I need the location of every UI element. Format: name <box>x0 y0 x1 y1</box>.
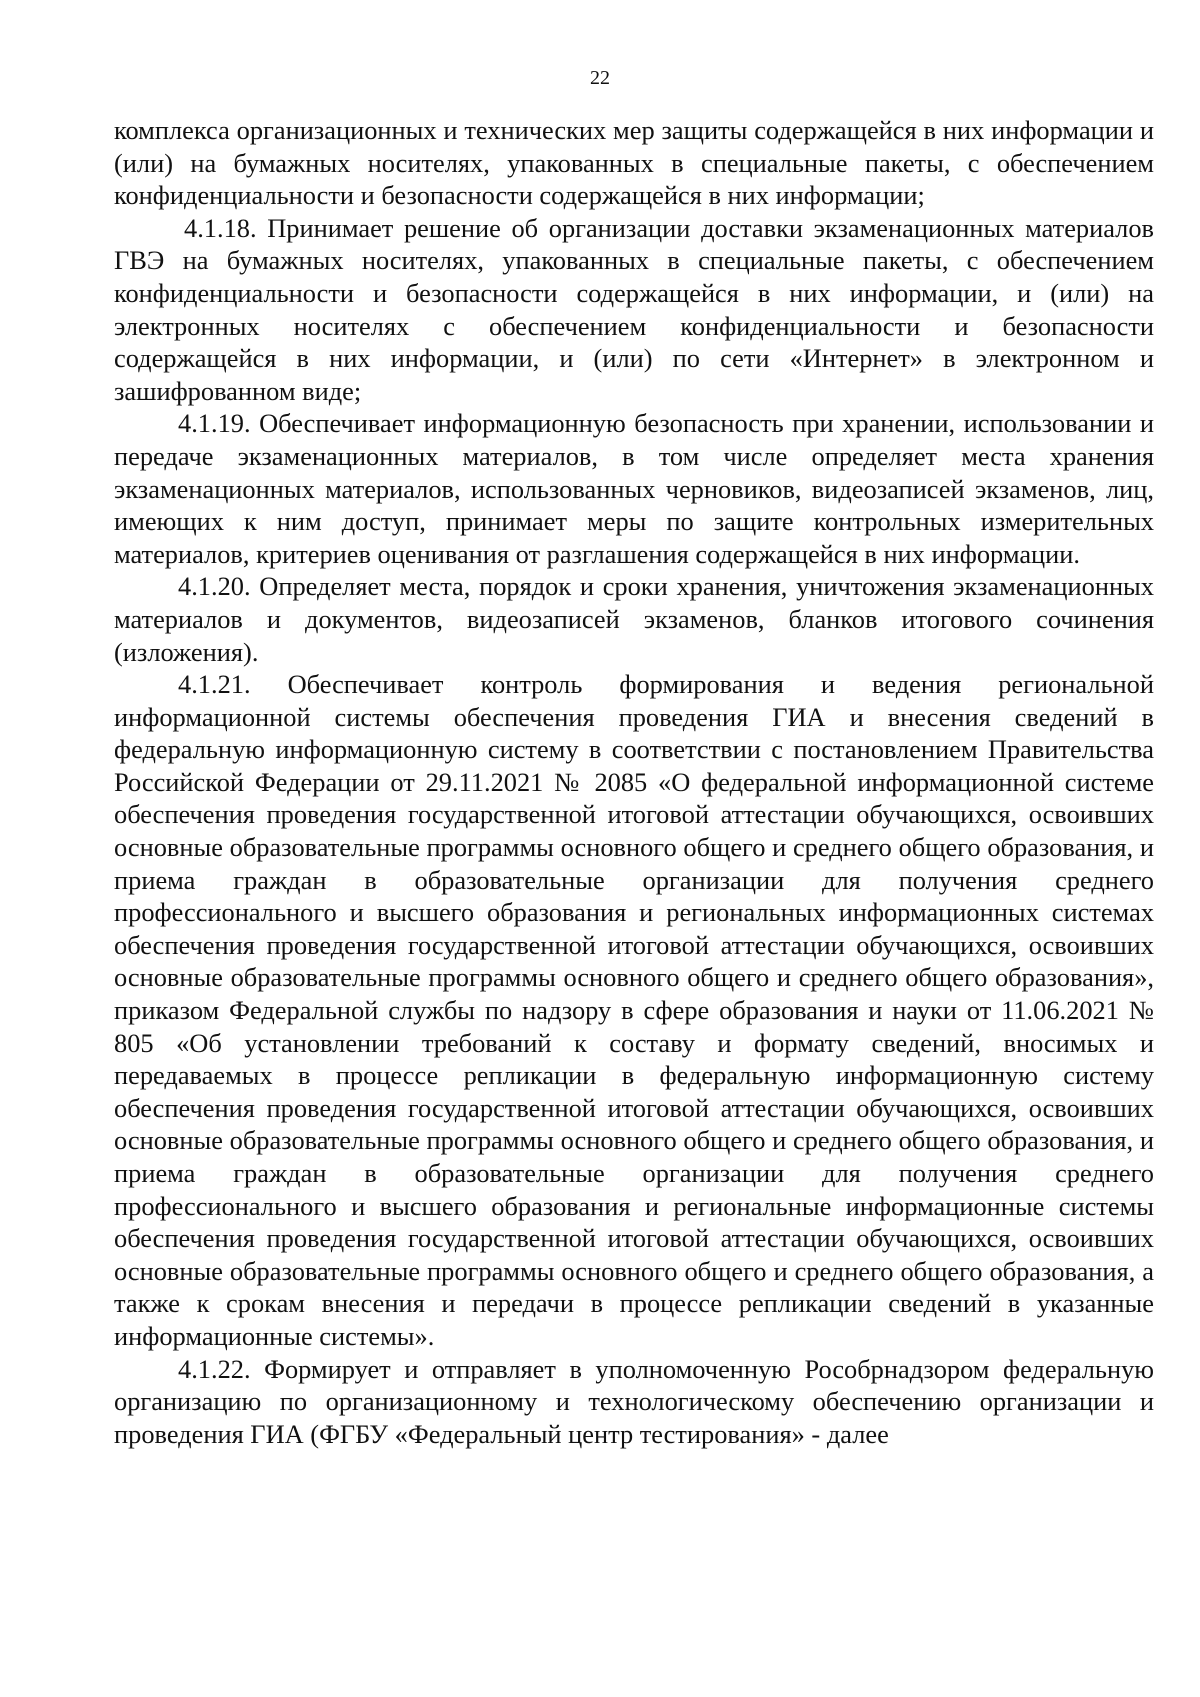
paragraph-4-1-22: 4.1.22. Формирует и отправляет в уполномоченную Рособрнадзором федеральную организацию по организационному и технологическому обеспечению организации и проведения ГИА (ФГБУ «Федеральный центр тестирования» - далее <box>114 1353 1154 1449</box>
page-number: 22 <box>590 67 610 89</box>
paragraph-4-1-20: 4.1.20. Определяет места, порядок и сроки хранения, уничтожения экзаменационных материалов и документов, видеозаписей экзаменов, бланков итогового сочинения (изложения). <box>114 571 1154 667</box>
paragraph-4-1-19: 4.1.19. Обеспечивает информационную безопасность при хранении, использовании и передаче экзаменационных материалов, в том числе определяет места хранения экзаменационных материалов, использованных черновиков, видеозаписей экзаменов, лиц, имеющих к ним доступ, принимает меры по защите контрольных измерительных материалов, критериев оценивания от разглашения содержащейся в них информации. <box>114 408 1154 569</box>
paragraph-continuation: комплекса организационных и технических мер защиты содержащейся в них информации и (или) на бумажных носителях, упакованных в специальные пакеты, с обеспечением конфиденциальности и безопасности содержащейся в них информации; <box>114 115 1154 211</box>
paragraph-4-1-21: 4.1.21. Обеспечивает контроль формирования и ведения региональной информационной системы обеспечения проведения ГИА и внесения сведений в федеральную информационную систему в соответствии с постановлением Правительства Российской Федерации от 29.11.2021 № 2085 «О федеральной информационной системе обеспечения проведения государственной итоговой аттестации обучающихся, освоивших основные образовательные программы основного общего и среднего общего образования, и приема граждан в образовательные организации для получения среднего профессионального и высшего образования и региональных информационных системах обеспечения проведения государственной итоговой аттестации обучающихся, освоивших основные образовательные программы основного общего и среднего общего образования», приказом Федеральной службы по надзору в сфере образования и науки от 11.06.2021 № 805 «Об установлении требований к составу и формату сведений, вносимых и передаваемых в процессе репликации в федеральную информационную систему обеспечения проведения государственной итоговой аттестации обучающихся, освоивших основные образовательные программы основного общего и среднего общего образования, и приема граждан в образовательные организации для получения среднего профессионального и высшего образования и региональные информационные системы обеспечения проведения государственной итоговой аттестации обучающихся, освоивших основные образовательные программы основного общего и среднего общего образования, а также к срокам внесения и передачи в процессе репликации сведений в указанные информационные системы». <box>114 669 1154 1351</box>
paragraph-4-1-18: 4.1.18. Принимает решение об организации доставки экзаменационных материалов ГВЭ на бумажных носителях, упакованных в специальные пакеты, с обеспечением конфиденциальности и безопасности содержащейся в них информации, и (или) на электронных носителях с обеспечением конфиденциальности и безопасности содержащейся в них информации, и (или) по сети «Интернет» в электронном и зашифрованном виде; <box>114 212 1154 406</box>
document-body <box>114 114 1154 1450</box>
